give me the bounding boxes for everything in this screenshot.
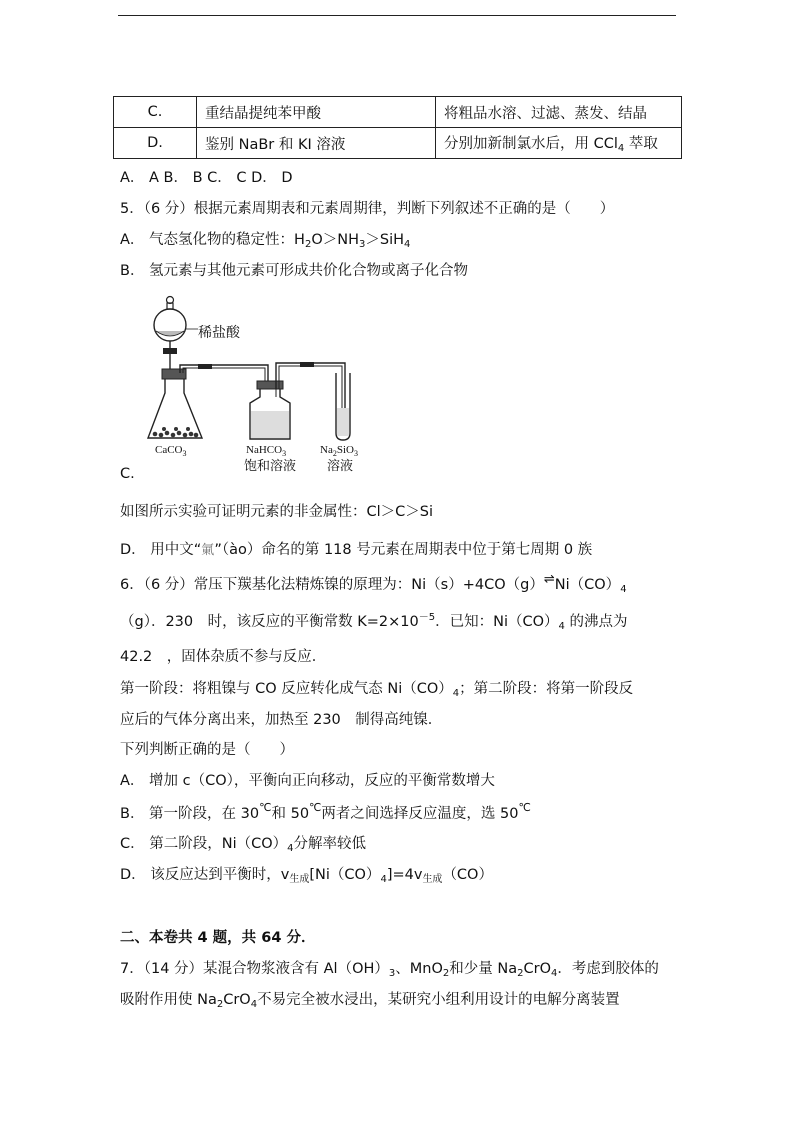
q7-line-2: 吸附作用使 $Na_2CrO_4$不易完全被水浸出，某研究小组利用设计的电解分离装置	[120, 992, 620, 1010]
q5-option-b: B． 氢元素与其他元素可形成共价化合物或离子化合物	[120, 263, 469, 279]
q7-line-1: 7．（14 分）某混合物浆液含有 $Al(OH)_3$、MnO$_2$和少量 $Na_2CrO_4$．考虑到胶体的	[120, 961, 659, 979]
svg-text:NaHCO3: NaHCO$_3$	[246, 444, 287, 458]
section-heading: 二、本卷共 4 题，共 64 分．	[120, 930, 316, 946]
q6-line-1: 6．（6 分）常压下羰基化法精炼镍的原理为：$Ni(s)+4CO(g)\rightleftharpoons Ni(CO)_4$	[120, 572, 627, 595]
q5-option-a: A． 气态氢化物的稳定性：$H_2O>NH_3>SiH_4$	[120, 232, 411, 250]
acid-label: 稀盐酸	[198, 326, 240, 341]
q5-option-c-label: C.	[120, 466, 135, 482]
apparatus-diagram	[140, 293, 380, 483]
row-label: C.	[114, 97, 197, 128]
q5-option-c-text: 如图所示实验可证明元素的非金属性：Cl＞C＞Si	[120, 504, 434, 520]
svg-text:CaCO3: CaCO$_3$	[155, 444, 187, 458]
svg-text:饱和溶液: 饱和溶液	[244, 458, 297, 473]
options-table	[113, 96, 682, 159]
row-method: 分别加新制氯水后，用 CCl$_4$ 萃取	[436, 128, 682, 159]
q4-answer-options: A． A B． B C． C D． D	[120, 170, 293, 186]
q5-option-d: D． 用中文“氭”（ào）命名的第 118 号元素在周期表中位于第七周期 0 族	[120, 542, 593, 558]
equilibrium-arrow: ⇌	[543, 572, 555, 587]
row-operation: 重结晶提纯苯甲酸	[197, 97, 436, 128]
element-glyph: 氭	[201, 543, 215, 558]
q6-option-d: D． 该反应达到平衡时，$v_{生成}[Ni(CO)_4]=4v_{生成}(CO)$	[120, 867, 493, 885]
row-operation: 鉴别 NaBr 和 KI 溶液	[197, 128, 436, 159]
q6-line-2: （g）．230 时，该反应的平衡常数 $K=2\times 10^{-5}$．已知：$Ni(CO)_4$ 的沸点为	[120, 612, 628, 632]
q6-line-5: 应后的气体分离出来，加热至 230 制得高纯镍．	[120, 712, 443, 728]
q6-option-b: B． 第一阶段，在 30℃和 50℃两者之间选择反应温度，选 50℃	[120, 801, 531, 822]
row-label: D.	[114, 128, 197, 159]
q6-option-c: C． 第二阶段，$Ni(CO)_4$分解率较低	[120, 836, 367, 854]
svg-text:溶液: 溶液	[327, 458, 354, 473]
q5-stem: 5．（6 分）根据元素周期表和元素周期律，判断下列叙述不正确的是（ ）	[120, 201, 615, 217]
svg-text:Na2SiO3: $Na_2SiO_3$	[320, 444, 358, 458]
table-row	[114, 97, 682, 128]
table-row	[114, 128, 682, 159]
row-method: 将粗品水溶、过滤、蒸发、结晶	[436, 97, 682, 128]
header-rule	[118, 15, 676, 16]
q6-line-3: 42.2 ，固体杂质不参与反应．	[120, 649, 327, 665]
q6-line-4: 第一阶段：将粗镍与 CO 反应转化成气态 $Ni(CO)_4$；第二阶段：将第一阶段反	[120, 681, 634, 699]
q6-line-6: 下列判断正确的是（ ）	[120, 742, 294, 758]
q6-option-a: A． 增加 c（CO），平衡向正向移动，反应的平衡常数增大	[120, 773, 495, 789]
